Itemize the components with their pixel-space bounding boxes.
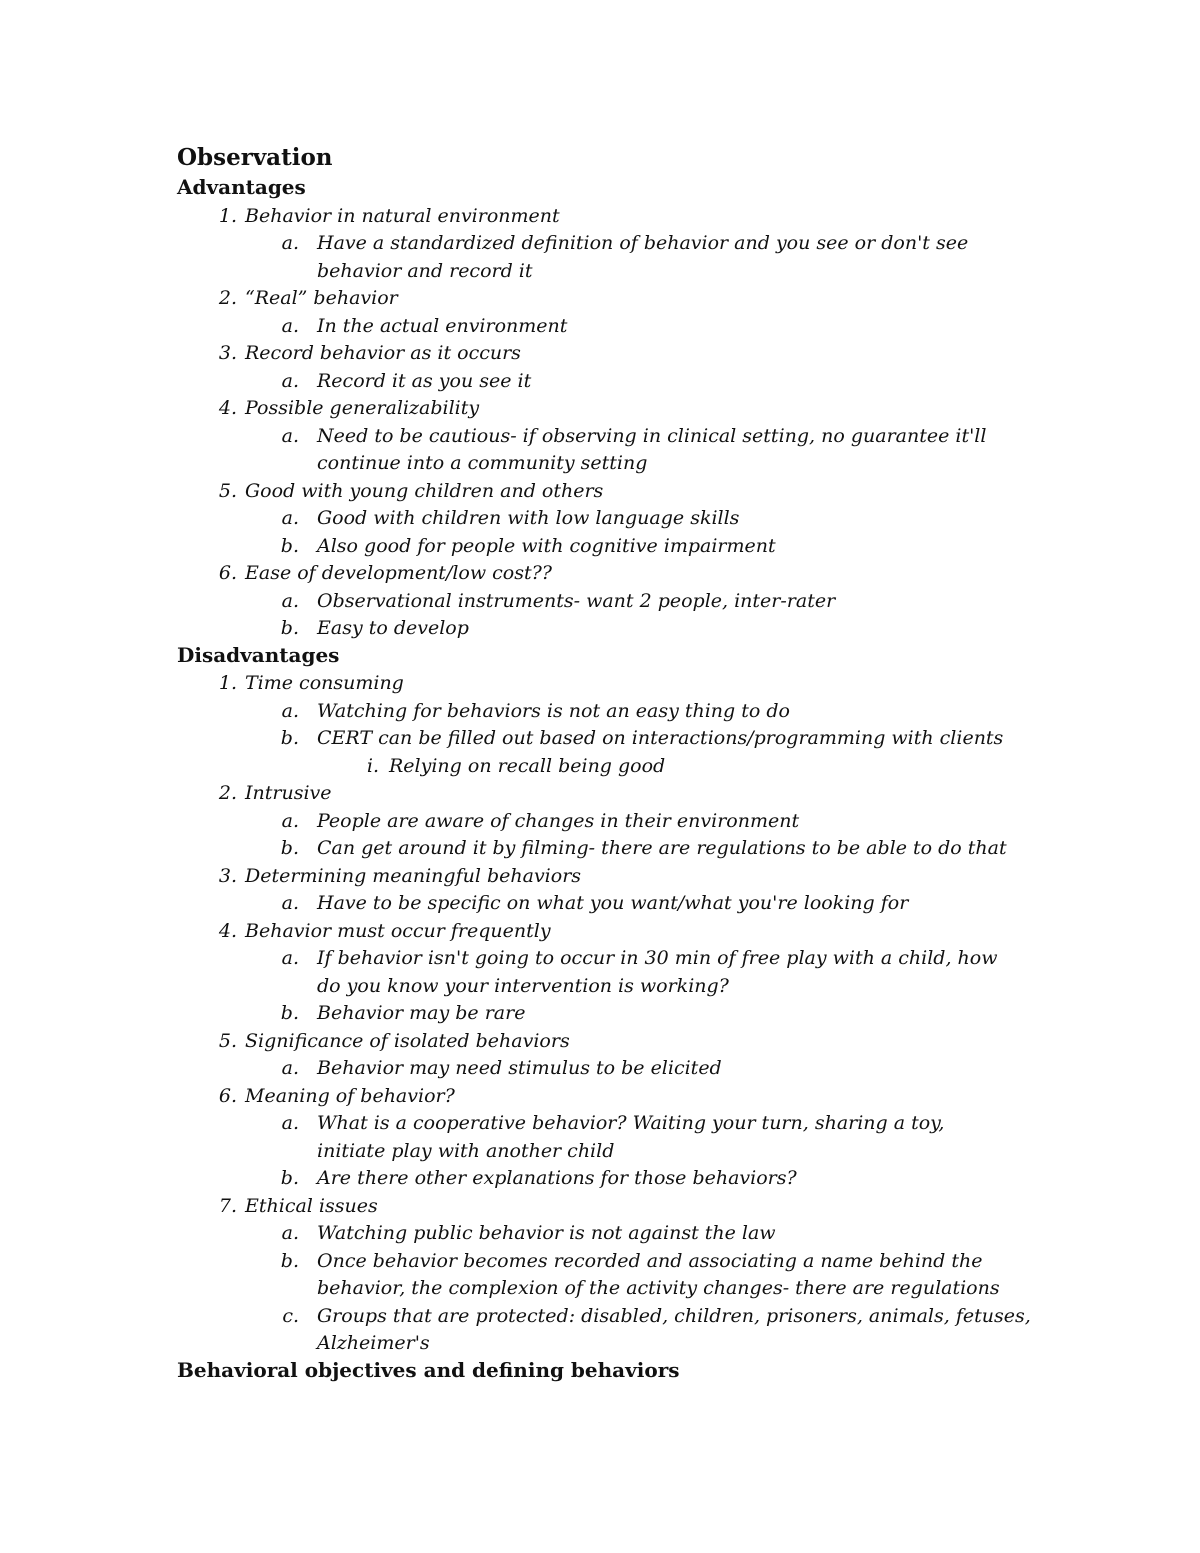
sub-item-marker: a. <box>281 424 299 447</box>
list-item <box>218 1193 378 1220</box>
list-item <box>218 395 480 422</box>
sub-sub-item-text: Relying on recall being good <box>389 754 666 777</box>
list-item-text: Ease of development/low cost?? <box>245 562 552 584</box>
sub-item <box>280 835 1007 862</box>
list-item-text: Possible generalizability <box>245 397 480 419</box>
sub-item-marker: a. <box>281 1222 299 1244</box>
list-item <box>218 863 582 890</box>
sub-item-marker: a. <box>281 809 299 832</box>
sub-item <box>281 1110 945 1137</box>
sub-item-text: Record it as you see it <box>317 369 532 392</box>
list-item-marker: 5. <box>218 479 237 502</box>
sub-item <box>281 1055 722 1082</box>
list-item <box>218 670 404 697</box>
list-item <box>218 285 398 312</box>
page-title: Observation <box>177 144 333 171</box>
sub-item-marker: a. <box>281 507 299 529</box>
sub-item-text: In the actual environment <box>317 314 568 337</box>
sub-item-text: Observational instruments- want 2 people, inter-rater <box>317 589 836 612</box>
list-item <box>218 1083 455 1110</box>
sub-item-continuation-text: initiate play with another child <box>317 1139 615 1162</box>
sub-item-text: Need to be cautious- if observing in clinical setting, no guarantee it'll <box>317 424 987 447</box>
list-item-marker: 6. <box>218 562 237 584</box>
sub-item-marker: a. <box>281 699 299 722</box>
sub-item <box>280 1248 983 1275</box>
sub-item-marker: b. <box>280 1249 299 1272</box>
list-item <box>218 203 560 230</box>
sub-item-text: Can get around it by filming- there are regulations to be able to do that <box>317 837 1007 859</box>
sub-item-text: Have a standardized definition of behavior and you see or don't see <box>317 232 969 254</box>
list-item-text: Behavior must occur frequently <box>245 919 551 942</box>
list-item <box>218 780 332 807</box>
sub-item <box>280 615 469 642</box>
list-item-text: Time consuming <box>245 672 404 694</box>
list-item-marker: 4. <box>218 919 237 942</box>
sub-item-marker: b. <box>280 1002 299 1024</box>
sub-item <box>280 1000 526 1027</box>
sub-item-text: Behavior may be rare <box>317 1002 526 1024</box>
sub-item-text: CERT can be filled out based on interactions/programming with clients <box>317 727 1004 749</box>
sub-item-text: Behavior may need stimulus to be elicited <box>317 1057 722 1079</box>
sub-item-continuation <box>317 450 647 477</box>
sub-item <box>281 230 969 257</box>
section-heading: Advantages <box>177 175 306 199</box>
list-item-marker: 3. <box>218 342 237 364</box>
list-item-text: Record behavior as it occurs <box>245 342 521 364</box>
sub-item-continuation-text: behavior and record it <box>317 259 533 282</box>
sub-item-continuation <box>317 973 729 1000</box>
section-heading-final: Behavioral objectives and defining behaviors <box>177 1357 680 1382</box>
sub-item <box>281 890 909 917</box>
list-item-text: Intrusive <box>245 782 332 804</box>
sub-item-continuation <box>317 1275 1000 1302</box>
sub-sub-item-marker: i. <box>366 754 379 777</box>
sub-item-marker: b. <box>280 1167 299 1189</box>
list-item-marker: 5. <box>218 1029 237 1052</box>
sub-item <box>281 698 790 725</box>
sub-item <box>281 945 998 972</box>
list-item-marker: 2. <box>218 287 237 309</box>
sub-item-marker: a. <box>281 314 299 337</box>
sub-item-text: Watching for behaviors is not an easy thing to do <box>317 699 790 722</box>
list-item-marker: 6. <box>218 1084 237 1107</box>
sub-item-text: Groups that are protected: disabled, children, prisoners, animals, fetuses, <box>317 1304 1031 1327</box>
sub-item <box>280 725 1004 752</box>
sub-item-text: Easy to develop <box>317 617 469 639</box>
list-item-text: Behavior in natural environment <box>245 204 560 227</box>
sub-item <box>281 423 987 450</box>
sub-item-text: Good with children with low language skills <box>317 507 740 529</box>
sub-item-marker: a. <box>281 1057 299 1079</box>
sub-item <box>281 505 740 532</box>
sub-item-text: If behavior isn't going to occur in 30 min of free play with a child, how <box>317 947 998 969</box>
sub-item-text: People are aware of changes in their environment <box>317 809 800 832</box>
list-item-marker: 7. <box>218 1194 237 1217</box>
list-item-text: Determining meaningful behaviors <box>245 864 582 887</box>
sub-item-marker: a. <box>281 589 299 612</box>
sub-item-marker: a. <box>281 232 299 254</box>
sub-item-marker: a. <box>281 892 299 914</box>
list-item <box>218 918 551 945</box>
sub-item-continuation <box>317 1138 614 1165</box>
list-item <box>218 478 604 505</box>
sub-item-text: Watching public behavior is not against the law <box>317 1222 776 1244</box>
sub-item <box>282 1303 1031 1330</box>
sub-item-marker: b. <box>280 837 299 859</box>
list-item-text: Good with young children and others <box>245 479 604 502</box>
list-item-marker: 1. <box>218 204 237 227</box>
list-item-marker: 1. <box>218 672 237 694</box>
list-item-marker: 4. <box>218 397 237 419</box>
list-item <box>218 340 521 367</box>
sub-item-continuation <box>317 258 533 285</box>
sub-item <box>280 1165 797 1192</box>
sub-item-text: Once behavior becomes recorded and associating a name behind the <box>317 1249 983 1272</box>
sub-item-text: Have to be specific on what you want/what you're looking for <box>317 892 909 914</box>
sub-item-marker: b. <box>280 534 299 557</box>
sub-item-continuation-text: Alzheimer's <box>317 1332 430 1354</box>
sub-item <box>281 808 800 835</box>
sub-item-continuation-text: continue into a community setting <box>317 452 648 474</box>
sub-item-marker: b. <box>280 727 299 749</box>
list-item-text: Ethical issues <box>245 1194 378 1217</box>
sub-item <box>281 588 836 615</box>
sub-item-marker: a. <box>281 947 299 969</box>
sub-item-marker: a. <box>281 1112 299 1134</box>
list-item <box>218 560 552 587</box>
list-item-marker: 3. <box>218 864 237 887</box>
sub-item <box>281 313 568 340</box>
sub-item <box>281 1220 776 1247</box>
list-item-marker: 2. <box>218 782 237 804</box>
sub-item <box>280 533 776 560</box>
sub-item <box>281 368 532 395</box>
sub-item-text: Also good for people with cognitive impairment <box>317 534 776 557</box>
sub-item-text: What is a cooperative behavior? Waiting your turn, sharing a toy, <box>317 1112 945 1134</box>
sub-item-marker: c. <box>282 1304 299 1327</box>
sub-item-continuation-text: behavior, the complexion of the activity changes- there are regulations <box>317 1277 1000 1299</box>
list-item <box>218 1028 570 1055</box>
sub-item-marker: b. <box>280 617 299 639</box>
sub-item-text: Are there other explanations for those behaviors? <box>317 1167 797 1189</box>
sub-item-continuation-text: do you know your intervention is working? <box>317 974 729 997</box>
list-item-text: Significance of isolated behaviors <box>245 1029 570 1052</box>
section-heading: Disadvantages <box>177 642 340 667</box>
list-item-text: “Real” behavior <box>245 287 398 309</box>
list-item-text: Meaning of behavior? <box>245 1084 455 1107</box>
sub-sub-item <box>366 753 666 780</box>
sub-item-continuation <box>317 1330 430 1357</box>
sub-item-marker: a. <box>281 369 299 392</box>
